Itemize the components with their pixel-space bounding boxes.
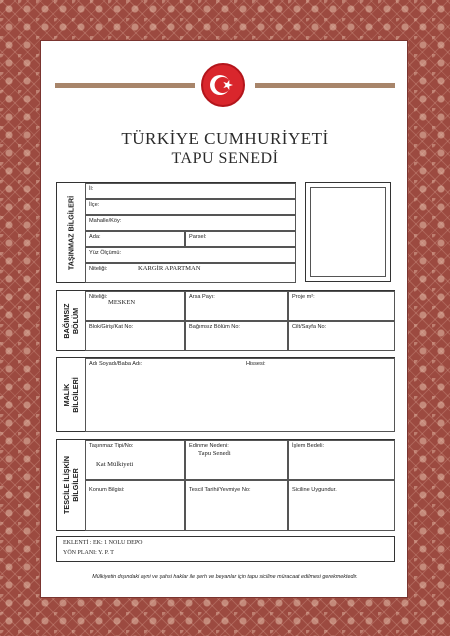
field-cilt: Cilt/Sayfa No: <box>288 321 395 351</box>
field-yuz-olcumu: Yüz Ölçümü: <box>85 247 296 263</box>
footer-note: Mülkiyetin dışındaki ayni ve şahsi haklar ile şerh ve beyanlar için tapu siciline müracaat edilmesi gerekmektedir. <box>92 574 358 580</box>
field-tasinmaz-tipi: Taşınmaz Tipi/No: Kat Mülkiyeti <box>85 440 185 480</box>
field-arsa-payi: Arsa Payı: <box>185 291 288 321</box>
field-mahalle: Mahalle/Köy: <box>85 215 296 231</box>
header-band-right <box>255 83 395 88</box>
niteligi-value: KARGİR APARTMAN <box>138 265 201 272</box>
field-islem-bedeli: İşlem Bedeli: <box>288 440 395 480</box>
photo-box <box>305 182 391 282</box>
field-sicile: Siciline Uygundur. <box>288 480 395 531</box>
section-bagimsiz <box>56 290 395 351</box>
field-parsel: Parsel: <box>185 231 296 247</box>
field-edinme: Edinme Nedeni: Tapu Senedi <box>185 440 288 480</box>
section-label: MALİK BİLGİLERİ <box>57 358 86 431</box>
field-niteligi: Niteliği: KARGİR APARTMAN <box>85 263 296 283</box>
header-band-left <box>55 83 195 88</box>
field-bb-niteligi: Niteliği: MESKEN <box>85 291 185 321</box>
field-ada: Ada: <box>85 231 185 247</box>
field-il: İl: <box>85 183 296 199</box>
field-bagimsiz-no: Bağımsız Bölüm No: <box>185 321 288 351</box>
eklenti-line2: YÖN PLANI: Y. P. T <box>63 550 114 556</box>
section-tescil <box>56 439 395 531</box>
field-malik: Adı Soyadı/Baba Adı: Hissesi: <box>85 358 395 432</box>
edinme-value: Tapu Senedi <box>198 450 231 457</box>
turkish-flag-emblem-icon <box>201 63 245 107</box>
eklenti-line1: EKLENTİ : EK: 1 NOLU DEPO <box>63 540 143 546</box>
field-blok: Blok/Giriş/Kat No: <box>85 321 185 351</box>
section-malik <box>56 357 395 432</box>
bb-niteligi-value: MESKEN <box>108 299 136 306</box>
field-tescil-tarihi: Tescil Tarihi/Yevmiye No: <box>185 480 288 531</box>
deed-paper <box>40 40 408 598</box>
section-tasinmaz <box>56 182 296 283</box>
section-eklenti <box>56 536 395 562</box>
tasinmaz-tipi-value: Kat Mülkiyeti <box>96 461 134 468</box>
field-proje: Proje m²: <box>288 291 395 321</box>
section-label: BAĞIMSIZ BÖLÜM <box>57 291 86 350</box>
section-label: TESCİLE İLİŞKİN BİLGİLER <box>57 440 86 530</box>
section-label: TAŞINMAZ BİLGİLERİ <box>57 183 86 282</box>
title-country: TÜRKİYE CUMHURİYETİ <box>121 129 329 148</box>
title-deed: TAPU SENEDİ <box>171 150 279 167</box>
hissesi-label: Hissesi: <box>246 361 266 367</box>
field-ilce: İlçe: <box>85 199 296 215</box>
field-konum: Konum Bilgisi: <box>85 480 185 531</box>
